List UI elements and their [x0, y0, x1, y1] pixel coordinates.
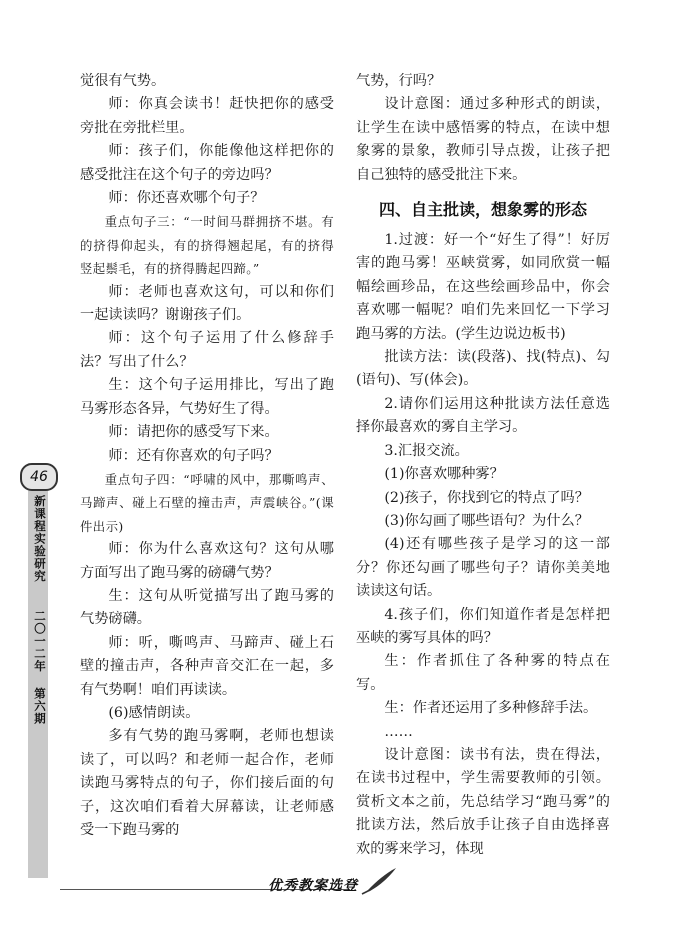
- paragraph: 批读方法：读(段落)、找(特点)、勾(语句)、写(体会)。: [356, 349, 610, 389]
- paragraph: 师：老师也喜欢这句，可以和你们一起读读吗？谢谢孩子们。: [80, 283, 334, 324]
- right-column-top: [356, 70, 610, 187]
- paragraph: 3.汇报交流。: [384, 442, 469, 459]
- paragraph: ……: [384, 723, 413, 740]
- paragraph: 1.过渡：好一个“好生了得”！好厉害的跑马雾！巫峡赏雾，如同欣赏一幅幅绘画珍品，在这些绘画珍品中，你会喜欢哪一幅呢？咱们先来回忆一下学习跑马雾的方法。(学生边说边板书): [356, 232, 610, 342]
- paragraph: 生：这句从听觉描写出了跑马雾的气势磅礴。: [80, 587, 334, 628]
- left-column: [80, 70, 334, 842]
- right-column: [356, 70, 610, 861]
- issue-label: 二〇一二年 第六期: [33, 610, 47, 725]
- paragraph: (6)感情朗读。: [108, 704, 200, 721]
- paragraph: 师：你真会读书！赶快把你的感受旁批在旁批栏里。: [80, 96, 334, 136]
- paragraph: (2)孩子，你找到它的特点了吗？: [384, 489, 589, 506]
- journal-name: 新课程实验研究: [33, 495, 47, 583]
- paragraph: 生：这个句子运用排比，写出了跑马雾形态各异，气势好生了得。: [80, 377, 334, 417]
- paragraph: 师：这个句子运用了什么修辞手法？写出了什么？: [80, 330, 334, 370]
- paragraph: (1)你喜欢哪种雾？: [384, 466, 504, 483]
- paragraph: 气势，行吗？: [356, 73, 442, 89]
- paragraph: 师：你为什么喜欢这句？这句从哪方面写出了跑马雾的磅礴气势？: [80, 541, 334, 581]
- paragraph: 生：作者还运用了多种修辞手法。: [384, 700, 598, 717]
- paragraph: 师：请把你的感受写下来。: [108, 424, 279, 441]
- paragraph: 师：你还喜欢哪个句子？: [108, 190, 265, 207]
- paragraph: 4.孩子们，你们知道作者是怎样把巫峡的雾写具体的吗？: [356, 606, 610, 646]
- footer-title: 优秀教案选登: [268, 878, 358, 894]
- paragraph: 师：孩子们，你能像他这样把你的感受批注在这个句子的旁边吗？: [80, 143, 334, 183]
- paragraph: 师：还有你喜欢的句子吗？: [108, 447, 279, 464]
- paragraph: 设计意图：读书有法，贵在得法，在读书过程中，学生需要教师的引领。赏析文本之前，先总结学习“跑马雾”的批读方法，然后放手让孩子自由选择喜欢的雾来学习，体现: [356, 746, 610, 857]
- paragraph: (4)还有哪些孩子是学习的这一部分？你还勾画了哪些句子？请你美美地读读这句话。: [356, 536, 610, 600]
- paragraph: 多有气势的跑马雾啊，老师也想读读了，可以吗？和老师一起合作，老师读跑马雾特点的句子，你们接后面的句子，这次咱们看着大屏幕读，让老师感受一下跑马雾的: [80, 728, 334, 838]
- paragraph: 设计意图：通过多种形式的朗读，让学生在读中感悟雾的特点，在读中想象雾的景象，教师引导点拨，让孩子把自己独特的感受批注下来。: [356, 96, 610, 183]
- paragraph: 重点句子四：“呼啸的风中，那嘶鸣声、马蹄声、碰上石壁的撞击声，声震峡谷。”(课件出示): [80, 471, 334, 534]
- page-number: 46: [20, 463, 58, 491]
- paragraph: 生：作者抓住了各种雾的特点在写。: [356, 653, 610, 693]
- paragraph: 2.请你们运用这种批读方法任意选择你最喜欢的雾自主学习。: [356, 395, 610, 436]
- section-heading: 四、自主批读，想象雾的形态: [378, 200, 587, 220]
- paragraph: 师：听，嘶鸣声、马蹄声、碰上石壁的撞击声，各种声音交汇在一起，多有气势啊！咱们再读读。: [80, 634, 334, 698]
- paragraph: (3)你勾画了哪些语句？为什么？: [384, 512, 589, 529]
- right-column-bottom: [356, 229, 610, 861]
- paragraph: 重点句子三：“一时间马群拥挤不堪。有的挤得仰起头，有的挤得翘起尾，有的挤得竖起鬃毛，有的挤得腾起四蹄。”: [80, 214, 334, 277]
- quill-pen-icon: [360, 866, 400, 896]
- paragraph: 觉很有气势。: [80, 73, 166, 89]
